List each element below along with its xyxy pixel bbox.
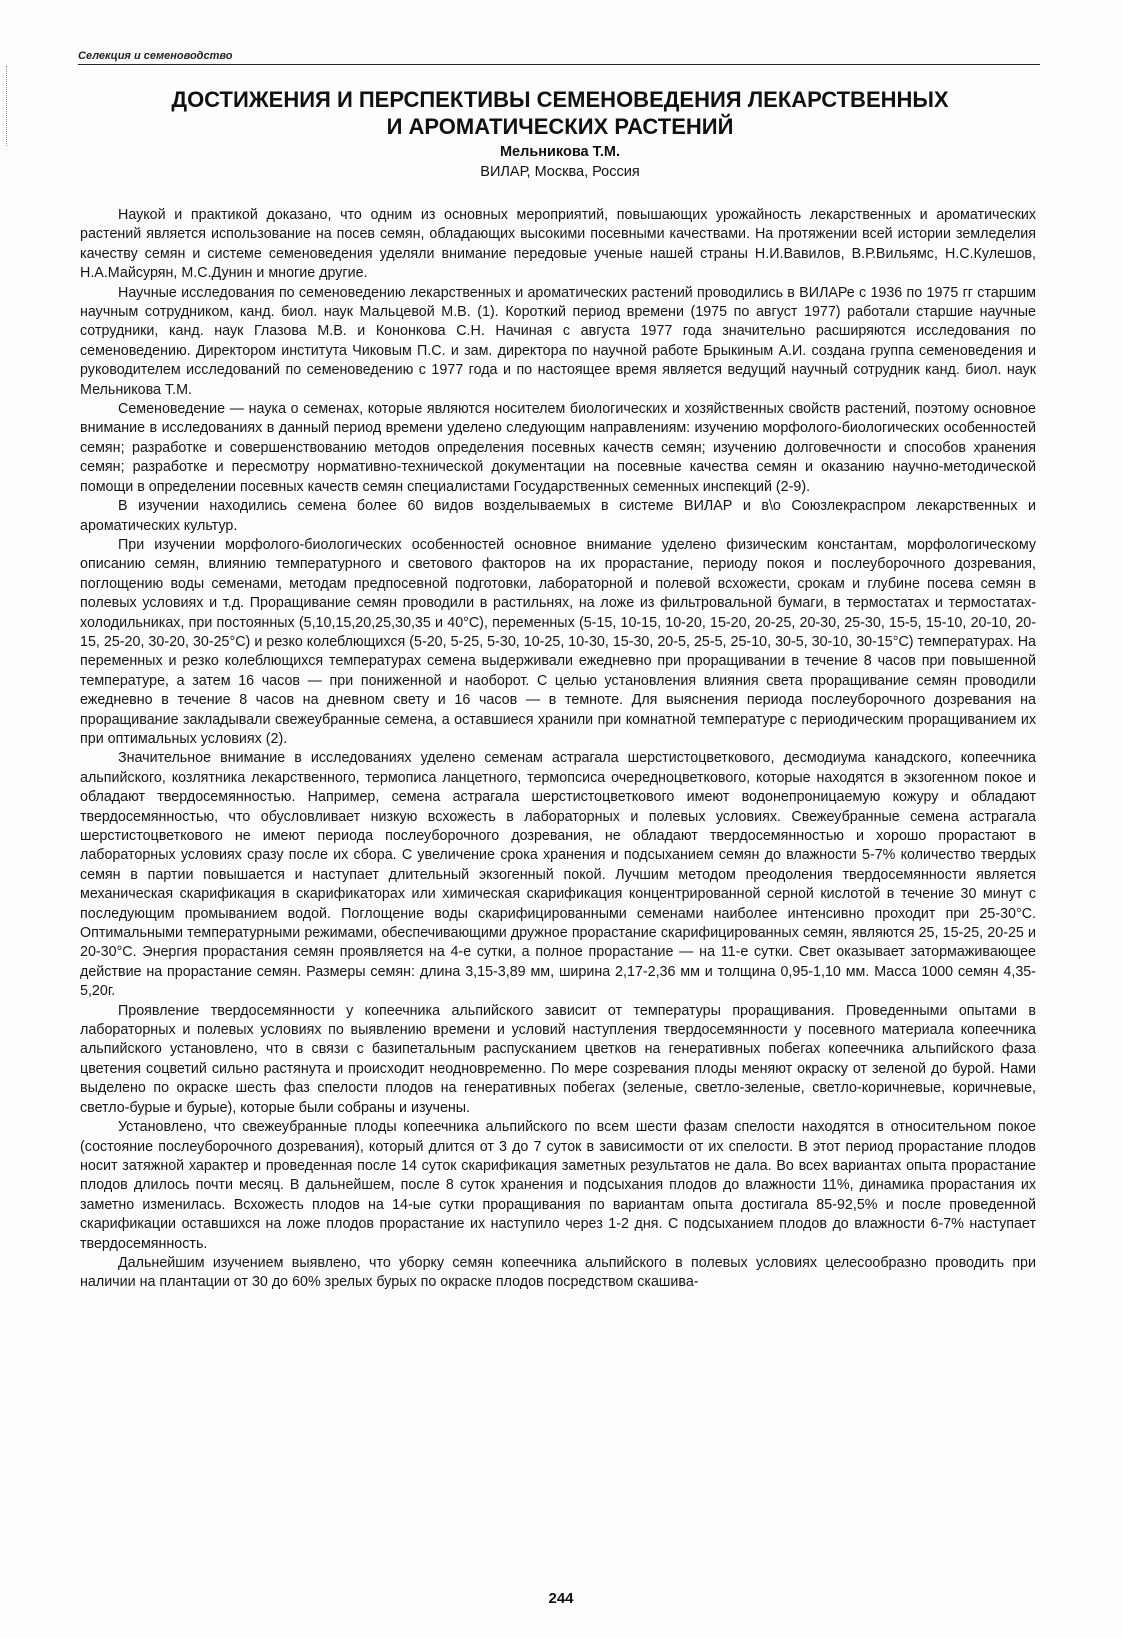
article-title-line-1: ДОСТИЖЕНИЯ И ПЕРСПЕКТИВЫ СЕМЕНОВЕДЕНИЯ ЛЕКАРСТВЕННЫХ: [171, 87, 949, 112]
paragraph-3: Семеноведение — наука о семенах, которые являются носителем биологических и хозяйственных свойств растений, поэтому основное внимание в исследованиях в данный период времени уделено следующим направлениям: изучению морфолого-биологических особенностей семян; разработке и совершенствованию методов определения посевных качеств семян; изучению долговечности и способов хранения семян; разработке и пересмотру нормативно-технической документации на посевные качества семян и оказанию научно-методической помощи в определении посевных качеств семян специалистами Государственных семенных инспекций (2-9).: [80, 401, 1036, 495]
paragraph-2: Научные исследования по семеноведению лекарственных и ароматических растений проводились в ВИЛАРе с 1936 по 1975 гг старшим научным сотрудником, канд. биол. наук Мальцевой М.В. (1). Короткий период времени (1975 по август 1977) работали старшие научные сотрудники, канд. наук Глазова М.В. и Кононкова С.Н. Начиная с августа 1977 года значительно расширяются исследования по семеноведению. Директором института Чиковым П.С. и зам. директора по научной работе Брыкиным А.И. создана группа семеноведения и руководителем исследований по семеноведению с 1977 года и по настоящее время является ведущий научный сотрудник канд. биол. наук Мельникова Т.М.: [80, 284, 1036, 398]
article-body: [80, 206, 1036, 1293]
paragraph-5: При изучении морфолого-биологических особенностей основное внимание уделено физическим константам, морфологическому описанию семян, влиянию температурного и светового факторов на их прорастание, периоду покоя и послеуборочного дозревания, поглощению воды семенами, методам предпосевной подготовки, лабораторной и полевой всхожести, срокам и глубине посева семян в полевых условиях и т.д. Проращивание семян проводили в растильнях, на ложе из фильтровальной бумаги, в термостатах и термостатах-холодильниках, при постоянных (5,10,15,20,25,30,35 и 40°С), переменных (5-15, 10-15, 10-20, 15-20, 20-25, 20-30, 25-30, 15-5, 15-10, 20-10, 20-15, 25-20, 30-20, 30-25°С) и резко колеблющихся (5-20, 5-25, 5-30, 10-25, 10-30, 15-30, 20-5, 25-5, 25-10, 30-5, 30-10, 30-15°С) температурах. На переменных и резко колеблющихся температурах семена выдерживали ежедневно при проращивании в течение 8 часов при повышенной температуре, а затем 16 часов — при пониженной и наоборот. С целью установления влияния света проращивание семян проводили ежедневно в течение 8 часов на дневном свету и 16 часов — в темноте. Для выяснения периода послеуборочного дозревания на проращивание закладывали свежеубранные семена, а оставшиеся хранили при комнатной температуре с периодическим проращиванием их при оптимальных условиях (2).: [80, 536, 1036, 747]
author-name: Мельникова Т.М.: [499, 144, 621, 160]
page-number: 244: [548, 1590, 574, 1607]
article-title: [100, 86, 1020, 140]
scan-margin-marks: [6, 66, 11, 146]
paragraph-7: Проявление твердосемянности у копеечника альпийского зависит от температуры проращивания. Проведенными опытами в лабораторных и полевых условиях по выявлению времени и условий наступления твердосемянности у посевного материала копеечника альпийского установлено, что в связи с базипетальным распусканием цветков на генеративных побегах копеечника альпийского фаза цветения соцветий сильно растянута и происходит неодновременно. По мере созревания плоды меняют окраску от зеленой до бурой. Нами выделено по окраске шесть фаз спелости плодов на генеративных побегах (зеленые, светло-зеленые, светло-коричневые, коричневые, светло-бурые и бурые), которые были собраны и изучены.: [80, 1002, 1036, 1116]
running-head: Селекция и семеноводство: [78, 50, 233, 62]
paragraph-1: Наукой и практикой доказано, что одним из основных мероприятий, повышающих урожайность лекарственных и ароматических растений является использование на посев семян, обладающих высокими посевными качествами. На протяжении всей истории земледелия качеству семян и системе семеноведения уделяли внимание передовые ученые нашей страны Н.И.Вавилов, В.Р.Вильямс, Н.С.Кулешов, Н.А.Майсурян, М.С.Дунин и многие другие.: [80, 207, 1036, 282]
author-affiliation: ВИЛАР, Москва, Россия: [480, 164, 640, 180]
paragraph-8: Установлено, что свежеубранные плоды копеечника альпийского по всем шести фазам спелости находятся в относительном покое (состояние послеуборочного дозревания), который длится от 3 до 7 суток в зависимости от их спелости. В этот период прорастание плодов носит затяжной характер и проведенная после 14 суток скарификация заметных результатов не дала. Во всех вариантах опыта прорастание плодов длилось почти месяц. В дальнейшем, после 8 суток хранения и подсыхания плодов до влажности 11%, динамика прорастания их заметно изменилась. Всхожесть плодов на 14-ые сутки проращивания по вариантам опыта достигала 85-92,5% и после проведенной скарификации оставшихся на ложе плодов прорастание их наступило через 1-2 дня. С подсыханием плодов до влажности 6-7% наступает твердосемянность.: [80, 1119, 1036, 1252]
paragraph-6: Значительное внимание в исследованиях уделено семенам астрагала шерстистоцветкового, десмодиума канадского, копеечника альпийского, козлятника лекарственного, термописа ланцетного, термопсиса очередноцветкового, которые находятся в экзогенном покое и обладают твердосемянностью. Например, семена астрагала шерстистоцветкового имеют водонепроницаемую кожуру и обладают твердосемянностью, что обусловливает низкую всхожесть в лабораторных и полевых условиях. Свежеубранные семена астрагала шерстистоцветкового не имеют периода послеуборочного дозревания, не обладают твердосемянностью и хорошо прорастают в лабораторных условиях сразу после их сбора. С увеличение срока хранения и подсыханием семян до влажности 5-7% количество твердых семян в партии повышается и наступает длительный экзогенный покой. Лучшим методом преодоления твердосемянности является механическая скарификация в скарификаторах или химическая скарификация концентрированной серной кислотой в течение 30 минут с последующим промыванием водой. Поглощение воды скарифицированными семенами наиболее интенсивно проходит при 25-30°С. Оптимальными температурными режимами, обеспечивающими дружное прорастание скарифицированных семян, являются 25, 15-25, 20-25 и 20-30°С. Энергия прорастания семян проявляется на 4-е сутки, а полное прорастание — на 11-е сутки. Свет оказывает затормаживающее действие на прорастание семян. Размеры семян: длина 3,15-3,89 мм, ширина 2,17-2,36 мм и толщина 0,95-1,10 мм. Масса 1000 семян 4,35-5,20г.: [80, 750, 1036, 1000]
article-title-line-2: И АРОМАТИЧЕСКИХ РАСТЕНИЙ: [386, 114, 734, 139]
header-rule: [78, 64, 1040, 65]
paragraph-4: В изучении находились семена более 60 видов возделываемых в системе ВИЛАР и в\о Союзлекраспром лекарственных и ароматических культур.: [80, 498, 1036, 534]
paragraph-9: Дальнейшим изучением выявлено, что уборку семян копеечника альпийского в полевых условиях целесообразно проводить при наличии на плантации от 30 до 60% зрелых бурых по окраске плодов посредством скашива-: [80, 1254, 1036, 1291]
